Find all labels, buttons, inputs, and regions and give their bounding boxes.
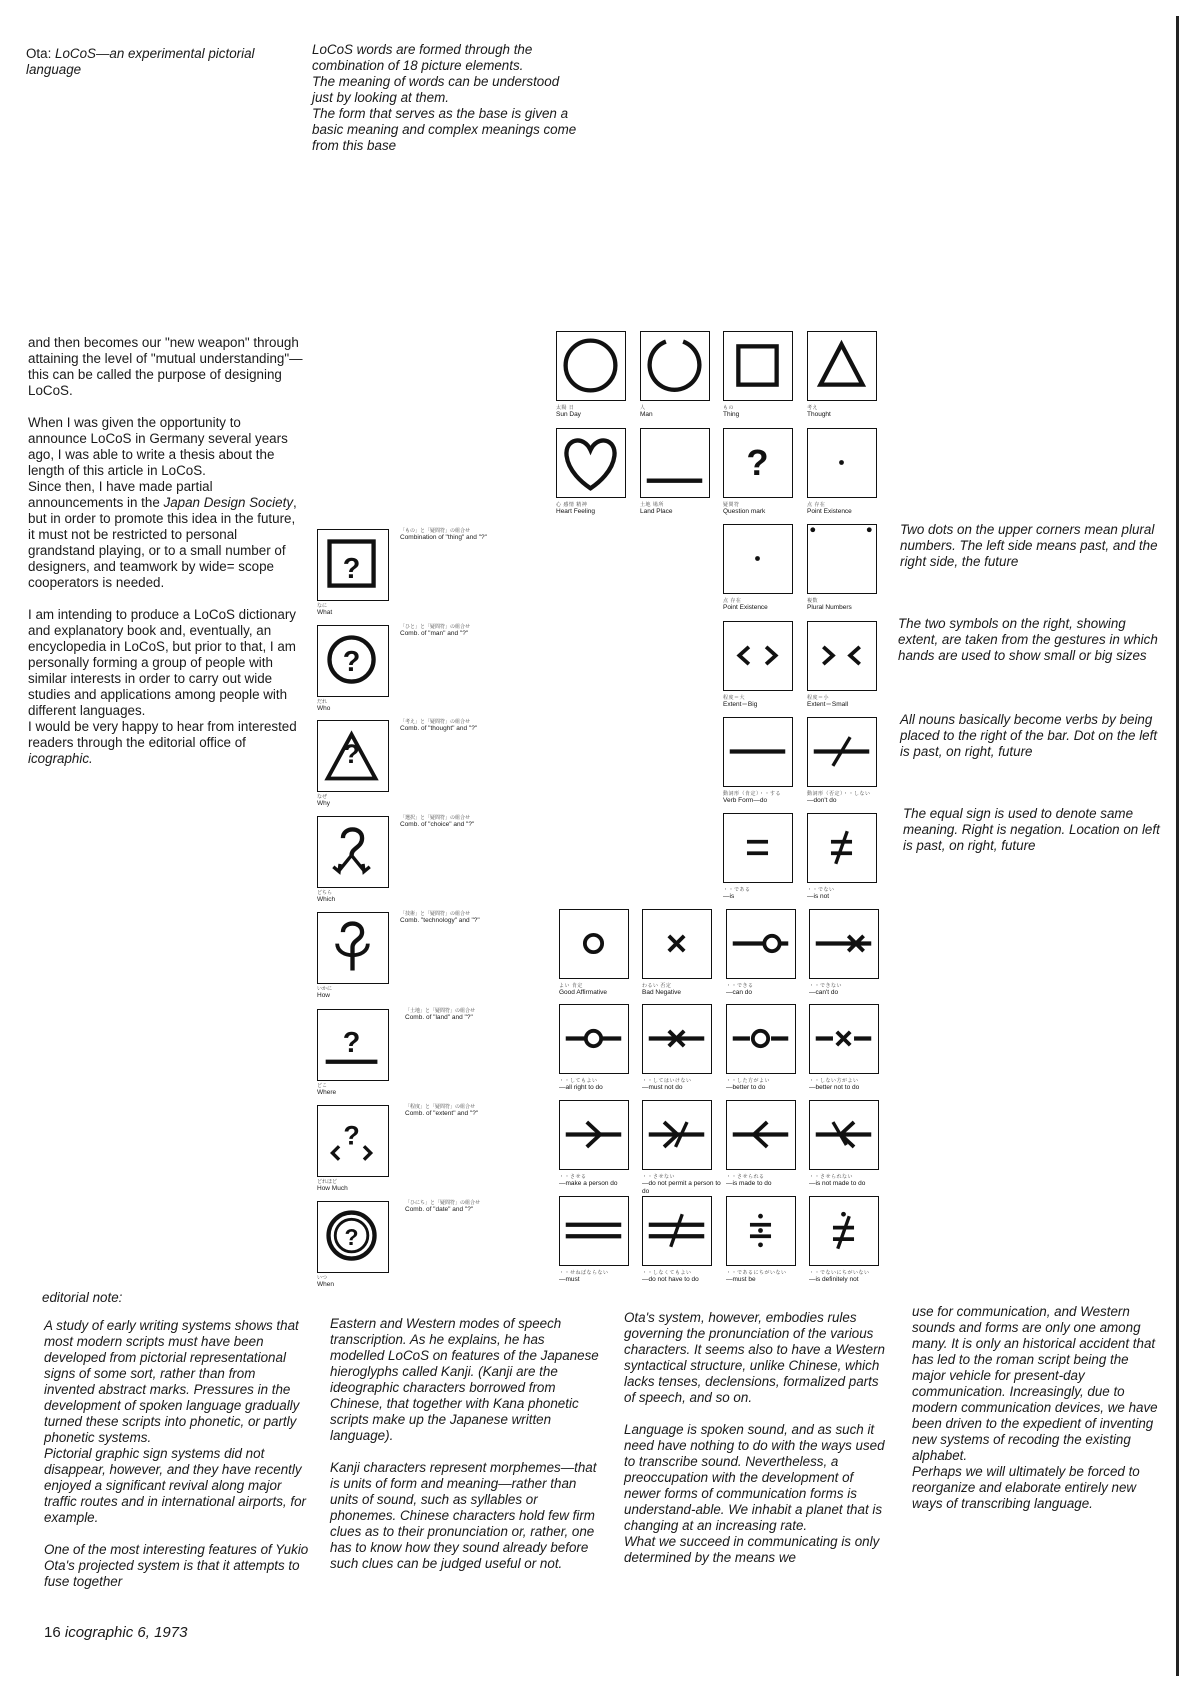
name-jp: なに [317, 603, 328, 609]
name-en: Why [317, 800, 330, 807]
sign-label-en: Bad Negative [642, 989, 682, 996]
name-en: What [317, 609, 333, 616]
sign-label-en: Extent＝Small [807, 701, 849, 708]
editorial-paragraph: Perhaps we will ultimately be forced to reorganize and elaborate entirely new ways of transcribing language. [912, 1464, 1140, 1511]
what-icon [318, 530, 387, 599]
sign-label [640, 502, 673, 516]
sign-cant-do [809, 909, 879, 979]
sign-label-jp: 人 [640, 405, 646, 411]
better-not-icon [810, 1005, 877, 1072]
sign-label [807, 887, 835, 901]
sign-label-en: —better not to do [809, 1084, 860, 1091]
sign-land-place [640, 428, 710, 498]
name-jp: だれ [317, 699, 328, 705]
not-permit-icon [643, 1101, 710, 1168]
sign-label-en: —is not made to do [809, 1180, 866, 1187]
made-to-icon [727, 1101, 794, 1168]
editorial-paragraph: Ota's system, however, embodies rules governing the pronunciation of the various characters. It seems also to have a Western syntactical structure, unlike Chinese, which lacks tenses, declensions, formalized parts of speech, and so on. [624, 1310, 885, 1405]
svg-text:?: ? [344, 1224, 359, 1251]
body-emphasis: icographic. [28, 751, 93, 766]
sign-label-en: Extent＝Big [723, 701, 758, 708]
sign-label [809, 983, 842, 997]
caption-jp: 「程度」と「疑問符」の組合せ [405, 1104, 476, 1110]
must-not-icon [643, 1005, 710, 1072]
sign-label-en: —can do [726, 989, 753, 996]
caption-en: Comb. "technology" and "?" [400, 917, 480, 924]
sign-label-jp: ・・せねばならない [559, 1270, 609, 1276]
name-en: Which [317, 896, 336, 903]
question-sign-name [317, 699, 330, 713]
sign-label-jp: 心 感情 精神 [556, 502, 588, 508]
svg-text:?: ? [746, 441, 769, 483]
sign-label [723, 405, 739, 419]
sign-label-en: —must [559, 1276, 580, 1283]
sign-label [556, 405, 581, 419]
question-sign-how [317, 912, 389, 984]
sign-label-en: —all right to do [559, 1084, 603, 1091]
name-en: How [317, 992, 331, 999]
sign-all-right-to-do [559, 1004, 629, 1074]
sign-label-en: Point Existence [807, 508, 852, 515]
intro-line-2: The meaning of words can be understood just by looking at them. [312, 74, 560, 105]
sign-sun-day [556, 331, 626, 401]
sign-label [807, 695, 848, 709]
sign-label-jp: ・・させない [642, 1174, 676, 1180]
sign-extent-small [807, 621, 877, 691]
caption-jp: 「土地」と「疑問符」の組合せ [405, 1008, 476, 1014]
point-dot-icon [808, 429, 875, 496]
sign-label-jp: 程度＝大 [723, 695, 746, 701]
land-bar-icon [641, 429, 708, 496]
sign-label [807, 502, 852, 516]
sign-extent-big [723, 621, 793, 691]
sign-better-to-do [726, 1004, 796, 1074]
editorial-title: editorial note: [42, 1290, 123, 1305]
caption-two-dots: Two dots on the upper corners mean plural numbers. The left side means past, and the right side, the future [900, 522, 1158, 569]
sign-label-jp: よい 肯定 [559, 983, 583, 989]
sign-label [559, 983, 607, 997]
question-sign-which [317, 816, 389, 888]
sign-label-jp: ・・させられない [809, 1174, 854, 1180]
question-sign-where [317, 1009, 389, 1081]
circle-affirmative-icon [560, 910, 627, 977]
question-sign-caption [400, 911, 480, 925]
editorial-paragraph: Pictorial graphic sign systems did not disappear, however, and they have recently enjoyed a significant revival along major traffic routes and in international airports, for example. [44, 1446, 306, 1525]
editorial-paragraph: Eastern and Western modes of speech transcription. As he explains, he has modelled LoCoS on features of the Japanese hieroglyphs called Kanji. (Kanji are the ideographic characters borrowed from Chinese, that together with Kana phonetic scripts make up the Japanese written language). [330, 1316, 599, 1443]
not-made-to-icon [810, 1101, 877, 1168]
sign-label-jp: ・・である [723, 887, 751, 893]
sign-label-jp: ・・できない [809, 983, 843, 989]
sign-label-en: —is not [807, 893, 830, 900]
sign-label-en: Question mark [723, 508, 766, 515]
caption-two-symbols: The two symbols on the right, showing extent, are taken from the gestures in which hands are used to show small or big sizes [898, 616, 1158, 663]
sign-label-jp: 点 存在 [723, 598, 742, 604]
page-edge-rule [1176, 16, 1179, 1676]
author-prefix: Ota: [26, 46, 56, 61]
name-jp: どちら [317, 890, 333, 896]
cant-do-icon [810, 910, 877, 977]
sign-thought [807, 331, 877, 401]
sign-label-jp: ・・させられる [726, 1174, 765, 1180]
caption-jp: 「選択」と「疑問符」の組合せ [400, 815, 471, 821]
sign-label-en: Heart Feeling [556, 508, 596, 515]
sign-label-en: —is [723, 893, 735, 900]
editorial-column-2 [330, 1316, 600, 1572]
sign-label [723, 695, 757, 709]
sign-label [726, 1078, 770, 1092]
body-left-column [28, 335, 303, 783]
cross-negative-icon [643, 910, 710, 977]
intro-line-1: LoCoS words are formed through the combination of 18 picture elements. [312, 42, 533, 73]
sign-label [809, 1174, 865, 1188]
sign-label-en: —must not do [642, 1084, 683, 1091]
caption-equal-sign: The equal sign is used to denote same meaning. Right is negation. Location on left is past, on right, future [903, 806, 1160, 853]
question-sign-caption [405, 1200, 480, 1214]
intro-text [312, 42, 582, 154]
sign-label [807, 598, 852, 612]
question-sign-name [317, 794, 330, 808]
question-sign-name [317, 1179, 348, 1193]
sign-label-en: Man [640, 411, 653, 418]
sign-do-not-have-to [642, 1196, 712, 1266]
sign-label-en: Land Place [640, 508, 673, 515]
question-sign-name [317, 1275, 334, 1289]
sign-verb-dont [807, 717, 877, 787]
sign-is-not [807, 813, 877, 883]
sign-is [723, 813, 793, 883]
thing-square-icon [724, 332, 791, 399]
name-jp: どこ [317, 1083, 328, 1089]
sign-man [640, 331, 710, 401]
svg-text:?: ? [342, 1027, 361, 1060]
sign-label [807, 405, 831, 419]
article-header [26, 46, 256, 78]
when-icon [318, 1202, 387, 1271]
sign-label-jp: ・・であるにちがいない [726, 1270, 787, 1276]
sign-label-jp: ・・してもよい [559, 1078, 598, 1084]
sign-label-en: Good Affirmative [559, 989, 607, 996]
man-open-circle-icon [641, 332, 708, 399]
editorial-paragraph: What we succeed in communicating is only determined by the means we [624, 1534, 880, 1565]
caption-jp: 「技術」と「疑問符」の組合せ [400, 911, 471, 917]
sign-is-made-to-do [726, 1100, 796, 1170]
sign-label [726, 1174, 772, 1188]
sign-must-not-do [642, 1004, 712, 1074]
question-sign-caption [400, 719, 477, 733]
caption-nouns-verbs: All nouns basically become verbs by being placed to the right of the bar. Dot on the left is past, on right, future [900, 712, 1158, 759]
name-jp: いつ [317, 1275, 328, 1281]
sign-heart-feeling [556, 428, 626, 498]
caption-en: Comb. of "thought" and "?" [400, 725, 478, 732]
body-paragraph-1: and then becomes our "new weapon" through attaining the level of "mutual understanding"—this can be called the purpose of designing LoCoS. [28, 335, 303, 398]
sign-label-en: —is made to do [726, 1180, 772, 1187]
why-icon [318, 721, 387, 790]
sign-point-existence [807, 428, 877, 498]
make-do-icon [560, 1101, 627, 1168]
plural-dots-icon [808, 525, 875, 592]
sign-label-en: Thing [723, 411, 740, 418]
intro-line-3: The form that serves as the base is given a basic meaning and complex meanings come from this base [312, 106, 577, 153]
sign-label [559, 1078, 603, 1092]
body-paragraph-2a: When I was given the opportunity to announce LoCoS in Germany several years ago, I was able to write a thesis about the length of this article in LoCoS. [28, 415, 288, 478]
sun-circle-icon [557, 332, 624, 399]
body-emphasis: Japan Design Society [163, 495, 294, 510]
svg-text:?: ? [343, 739, 360, 770]
name-en: Where [317, 1089, 337, 1096]
sign-label-jp: もの [723, 405, 735, 411]
name-en: Who [317, 705, 331, 712]
question-sign-caption [405, 1008, 475, 1022]
who-icon [318, 626, 387, 695]
editorial-column-4 [912, 1304, 1162, 1512]
sign-label-jp: ・・できる [726, 983, 754, 989]
page-number: 16 [44, 1624, 65, 1641]
sign-label [556, 502, 595, 516]
sign-label-jp: 土地 場所 [640, 502, 664, 508]
sign-label [642, 983, 681, 997]
better-to-icon [727, 1005, 794, 1072]
sign-label [726, 1270, 787, 1284]
name-jp: どれほど [317, 1179, 338, 1185]
sign-label-jp: わるい 否定 [642, 983, 672, 989]
sign-label [723, 887, 751, 901]
question-sign-name [317, 890, 335, 904]
extent-big-icon [724, 622, 791, 689]
sign-question-mark [723, 428, 793, 498]
editorial-column-3 [624, 1310, 889, 1566]
sign-label [809, 1078, 859, 1092]
sign-label-en: —do not permit a person to do [642, 1180, 721, 1195]
caption-en: Comb. of "extent" and "?" [405, 1110, 479, 1117]
which-icon [318, 817, 387, 886]
caption-en: Combination of "thing" and "?" [400, 534, 487, 541]
sign-label-en: —do not have to do [642, 1276, 699, 1283]
sign-good [559, 909, 629, 979]
svg-text:?: ? [342, 646, 361, 679]
sign-must-be [726, 1196, 796, 1266]
body-text: , but in order to promote this idea in the future, it must not be restricted to personal grandstand playing, or to a small number of designers, and teamwork by wide= scope cooperators is needed. [28, 495, 297, 590]
sign-better-not-to-do [809, 1004, 879, 1074]
name-en: How Much [317, 1185, 348, 1192]
svg-text:?: ? [342, 552, 361, 585]
sign-label [726, 983, 754, 997]
sign-label-jp: ・・しなくてもよい [642, 1270, 692, 1276]
where-icon [318, 1010, 387, 1079]
question-sign-caption [400, 528, 487, 542]
not-equal-icon [808, 814, 875, 881]
caption-jp: 「ひと」と「疑問符」の組合せ [400, 624, 471, 630]
sign-label-en: Verb Form—do [723, 797, 768, 804]
sign-point-existence-2 [723, 524, 793, 594]
sign-label [642, 1174, 722, 1196]
sign-label-en: Point Existence [723, 604, 768, 611]
must-icon [560, 1197, 627, 1264]
question-sign-who [317, 625, 389, 697]
question-sign-what [317, 529, 389, 601]
sign-label-jp: ・・させる [559, 1174, 587, 1180]
sign-label-en: —is definitely not [809, 1276, 859, 1283]
extent-small-icon [808, 622, 875, 689]
question-sign-when [317, 1201, 389, 1273]
editorial-column-1 [44, 1318, 309, 1590]
sign-is-not-made-to-do [809, 1100, 879, 1170]
name-jp: いかに [317, 986, 333, 992]
body-paragraph-3b [28, 719, 303, 767]
sign-plural-numbers [807, 524, 877, 594]
sign-label-jp: ・・でない [807, 887, 835, 893]
page-footer [44, 1624, 187, 1641]
editorial-paragraph: use for communication, and Western sounds and forms are only one among many. It is only an historical accident that has led to the roman script being the major vehicle for present-day communication. Increasingly, due to modern communication devices, we have been driven to the expedient of inventing new systems of recoding the existing alphabet. [912, 1304, 1158, 1463]
sign-label-jp: 程度＝小 [807, 695, 830, 701]
sign-label-en: —make a person do [559, 1180, 618, 1187]
editorial-paragraph: One of the most interesting features of Yukio Ota's projected system is that it attempts to fuse together [44, 1542, 309, 1589]
sign-label-jp: ・・した方がよい [726, 1078, 771, 1084]
sign-label-en: —better to do [726, 1084, 766, 1091]
equal-icon [724, 814, 791, 881]
thought-triangle-icon [808, 332, 875, 399]
caption-jp: 「考え」と「疑問符」の組合せ [400, 719, 471, 725]
caption-en: Comb. of "man" and "?" [400, 630, 469, 637]
sign-label-jp: 考え [807, 405, 819, 411]
caption-en: Comb. of "choice" and "?" [400, 821, 475, 828]
sign-verb-do [723, 717, 793, 787]
definitely-not-icon [810, 1197, 877, 1264]
sign-label [809, 1270, 870, 1284]
sign-label-en: Plural Numbers [807, 604, 852, 611]
how-icon [318, 913, 387, 982]
sign-do-not-permit [642, 1100, 712, 1170]
sign-label [642, 1078, 692, 1092]
caption-en: Comb. of "land" and "?" [405, 1014, 473, 1021]
sign-label-en: —can't do [809, 989, 839, 996]
question-sign-name [317, 1083, 336, 1097]
body-paragraph-2b [28, 479, 303, 591]
question-sign-name [317, 986, 332, 1000]
editorial-paragraph: Kanji characters represent morphemes—that is units of form and meaning—rather than units of sound, such as syllables or phonemes. Chinese characters hold few firm clues as to their pronunciation or, rather, one has to know how they sound already before such clues can be judged useful or not. [330, 1460, 597, 1571]
not-have-to-icon [643, 1197, 710, 1264]
heart-icon [557, 429, 624, 496]
sign-label-jp: ・・してはいけない [642, 1078, 692, 1084]
sign-label [723, 791, 781, 805]
sign-label [559, 1270, 609, 1284]
sign-thing [723, 331, 793, 401]
all-right-icon [560, 1005, 627, 1072]
sign-label-jp: 動詞形（肯定）・・する [723, 791, 782, 797]
svg-text:?: ? [343, 1120, 360, 1151]
sign-must [559, 1196, 629, 1266]
sign-label-jp: 点 存在 [807, 502, 826, 508]
sign-label-jp: ・・しない方がよい [809, 1078, 859, 1084]
sign-label [559, 1174, 618, 1188]
verb-bar-icon [724, 718, 791, 785]
can-do-icon [727, 910, 794, 977]
must-be-icon [727, 1197, 794, 1264]
sign-label [723, 598, 768, 612]
sign-label [642, 1270, 699, 1284]
verb-negation-icon [808, 718, 875, 785]
sign-label-jp: 疑問符 [723, 502, 740, 508]
editorial-paragraph: A study of early writing systems shows that most modern scripts must have been developed from pictorial representational signs of some sort, rather than from invented abstract marks. Pressures in the development of spoken language gradually turned these scripts into phonetic, or partly phonetic systems. [44, 1318, 300, 1445]
sign-label [723, 502, 765, 516]
sign-make-a-person-do [559, 1100, 629, 1170]
sign-label [807, 791, 871, 805]
sign-label-jp: 複数 [807, 598, 819, 604]
sign-label-en: Thought [807, 411, 831, 418]
question-sign-name [317, 603, 332, 617]
sign-label-en: —don't do [807, 797, 837, 804]
sign-label-jp: ・・でないにちがいない [809, 1270, 870, 1276]
sign-label-en: —must be [726, 1276, 756, 1283]
caption-en: Comb. of "date" and "?" [405, 1206, 474, 1213]
question-sign-how-much [317, 1105, 389, 1177]
sign-label [640, 405, 653, 419]
body-text: I would be very happy to hear from interested readers through the editorial office of [28, 719, 297, 750]
sign-can-do [726, 909, 796, 979]
editorial-paragraph: Language is spoken sound, and as such it need have nothing to do with the ways used to transcribe sound. Nevertheless, a preoccupation with the development of newer forms of communication forms is understand-able. We inhabit a planet that is changing at an increasing rate. [624, 1422, 885, 1533]
article-title: LoCoS—an experimental pictorial language [26, 46, 255, 77]
question-sign-caption [405, 1104, 478, 1118]
sign-label-jp: 太陽 日 [556, 405, 575, 411]
name-en: When [317, 1281, 334, 1288]
question-sign-why [317, 720, 389, 792]
how-much-icon [318, 1106, 387, 1175]
sign-is-definitely-not [809, 1196, 879, 1266]
name-jp: なぜ [317, 794, 328, 800]
question-sign-caption [400, 815, 474, 829]
publication: icographic 6, 1973 [64, 1624, 188, 1641]
caption-jp: 「ひにち」と「疑問符」の組合せ [405, 1200, 481, 1206]
question-sign-caption [400, 624, 470, 638]
body-text: Since then, I have made partial announcements in the [28, 479, 213, 510]
sign-bad [642, 909, 712, 979]
sign-label-en: Sun Day [556, 411, 581, 418]
point-dot-icon [724, 525, 791, 592]
body-paragraph-3a: I am intending to produce a LoCoS dictionary and explanatory book and, eventually, an encyclopedia in LoCoS, but prior to that, I am personally forming a group of people with similar interests in order to carry out wide studies and applications among people with different languages. [28, 607, 296, 718]
question-mark-icon [724, 429, 791, 496]
sign-label-jp: 動詞形（否定）・・しない [807, 791, 871, 797]
caption-jp: 「もの」と「疑問符」の組合せ [400, 528, 471, 534]
